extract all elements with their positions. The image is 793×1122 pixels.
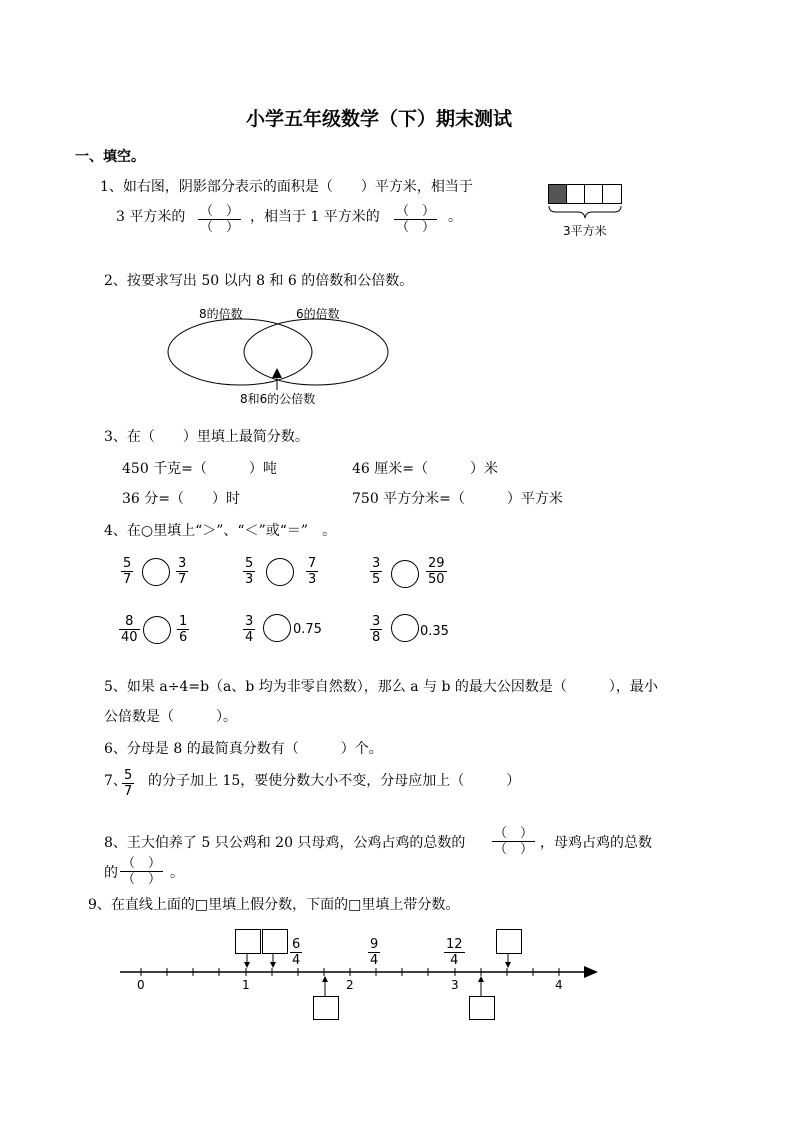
fraction-numerator: 5 [123, 556, 132, 571]
tick-label: 0 [137, 978, 145, 992]
figure-label: 3平方米 [563, 224, 607, 238]
venn-common-label: 8和6的公倍数 [240, 392, 316, 406]
fraction-denominator: 40 [121, 630, 138, 645]
page-title: 小学五年级数学（下）期末测试 [246, 108, 513, 130]
q7-text: 的分子加上 15，要使分数大小不变，分母应加上（ ） [148, 773, 521, 789]
tick-label: 2 [346, 978, 354, 992]
down-arrow-head [505, 962, 511, 968]
fraction-numerator: 3 [178, 556, 187, 571]
fraction-numerator: 8 [119, 614, 140, 630]
decimal-value: 0.75 [293, 622, 322, 637]
up-arrow-head [322, 976, 328, 982]
fraction-denominator: 4 [292, 953, 301, 968]
fraction-denominator[interactable]: （ ） [200, 220, 240, 235]
q6-text: 6、分母是 8 的最简真分数有（ ）个。 [104, 741, 383, 757]
fraction [368, 937, 380, 968]
fraction-numerator: 1 [179, 614, 188, 629]
up-arrow-head [478, 976, 484, 982]
q5-line1: 5、如果 a÷4=b（a、b 均为非零自然数），那么 a 与 b 的最大公因数是（ ），最小 [104, 679, 658, 695]
fraction-numerator[interactable]: （ ） [122, 856, 162, 871]
q4-text: 4、在○里填上“＞”、“＜”或“＝” 。 [104, 523, 337, 539]
q1-line1: 1、如右图，阴影部分表示的面积是（ ）平方米，相当于 [100, 179, 473, 195]
q9-text: 9、在直线上面的□里填上假分数，下面的□里填上带分数。 [88, 897, 460, 913]
fraction-numerator: 9 [370, 937, 379, 952]
q3-item-3: 36 分=（ ）时 [122, 491, 240, 507]
fraction-denominator: 4 [370, 953, 379, 968]
q5-line2: 公倍数是（ ）。 [104, 709, 237, 725]
venn-left-label: 8的倍数 [199, 307, 243, 321]
fraction-numerator: 6 [292, 937, 301, 952]
fraction [290, 937, 302, 968]
down-arrow-head [270, 962, 276, 968]
fraction-denominator: 7 [124, 784, 133, 799]
tick-label: 1 [242, 978, 250, 992]
fraction-numerator: 7 [308, 556, 317, 571]
q1-line2-b: ，相当于 1 平方米的 [250, 209, 380, 225]
fraction-numerator: 5 [245, 556, 254, 571]
fraction-denominator: 4 [245, 630, 254, 645]
fraction-numerator: 3 [245, 614, 254, 629]
q3-item-2: 46 厘米=（ ）米 [352, 461, 498, 477]
tick-label: 4 [555, 978, 563, 992]
q1-line2-a: 3 平方米的 [116, 209, 186, 225]
answer-box-top[interactable] [262, 929, 288, 954]
fraction-numerator: 5 [124, 768, 133, 783]
answer-box-bottom[interactable] [313, 996, 339, 1020]
fraction-denominator: 6 [179, 630, 188, 645]
tick-label: 3 [451, 978, 459, 992]
fraction-denominator: 50 [428, 572, 445, 587]
fraction-denominator[interactable]: （ ） [122, 872, 162, 887]
q7-prefix: 7、 [104, 773, 127, 789]
fraction-denominator: 7 [178, 572, 187, 587]
answer-box-top[interactable] [496, 929, 522, 954]
fraction-numerator[interactable]: （ ） [396, 204, 436, 219]
fraction-numerator: 12 [446, 937, 463, 952]
fraction-denominator[interactable]: （ ） [396, 220, 436, 235]
fraction-denominator: 3 [308, 572, 317, 587]
venn-right-label: 6的倍数 [296, 307, 340, 321]
q8-line2-b: 。 [170, 865, 184, 881]
fraction-denominator[interactable]: （ ） [494, 842, 534, 857]
section-heading: 一、填空。 [75, 149, 145, 165]
q8-line1: 8、王大伯养了 5 只公鸡和 20 只母鸡，公鸡占鸡的总数的 [104, 835, 466, 851]
q8-line2: 的 [104, 865, 118, 881]
fraction-denominator: 8 [372, 630, 381, 645]
answer-box-top[interactable] [235, 929, 261, 954]
fraction-denominator: 7 [123, 572, 132, 587]
q8-line1-b: ，母鸡占鸡的总数 [540, 835, 652, 851]
decimal-value: 0.35 [420, 624, 449, 639]
q3-item-1: 450 千克=（ ）吨 [122, 461, 277, 477]
axis-arrow [584, 966, 598, 978]
fraction-denominator: 3 [245, 572, 254, 587]
fraction-denominator: 5 [372, 572, 381, 587]
fraction-denominator: 4 [450, 953, 459, 968]
down-arrow-head [244, 962, 250, 968]
q3-text: 3、在（ ）里填上最简分数。 [104, 429, 309, 445]
q2-text: 2、按要求写出 50 以内 8 和 6 的倍数和公倍数。 [104, 273, 414, 289]
fraction [444, 937, 465, 968]
fraction-numerator[interactable]: （ ） [494, 826, 534, 841]
answer-box-bottom[interactable] [469, 996, 495, 1020]
q1-line2-c: 。 [448, 209, 462, 225]
fraction-numerator[interactable]: （ ） [200, 204, 240, 219]
fraction-numerator: 29 [428, 556, 445, 571]
fraction-numerator: 3 [372, 614, 381, 629]
fraction-numerator: 3 [372, 556, 381, 571]
q3-item-4: 750 平方分米=（ ）平方米 [352, 491, 563, 507]
